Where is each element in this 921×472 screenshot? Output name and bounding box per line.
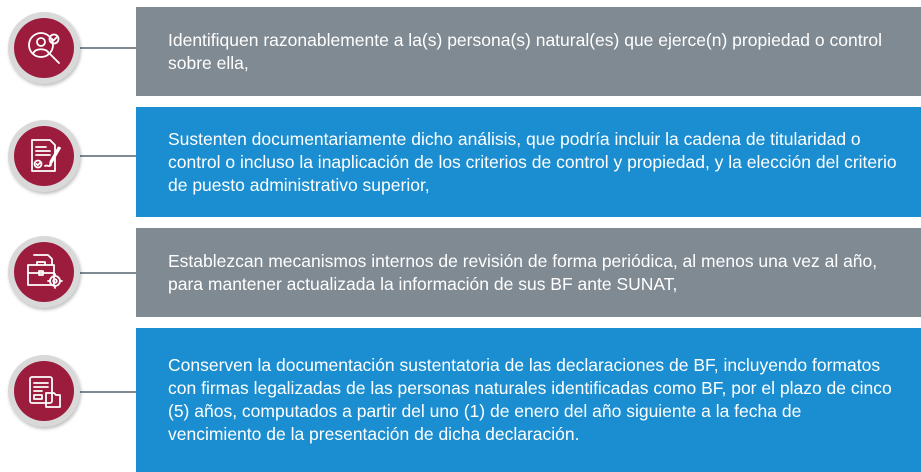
item-text: Establezcan mecanismos internos de revisión de forma periódica, al menos una vez al año, para mantener actualizada la información de sus BF ante SUNAT, <box>168 250 878 294</box>
item-bar <box>136 328 921 472</box>
icon-badge <box>8 355 80 427</box>
item-text: Conserven la documentación sustentatoria de las declaraciones de BF, incluyendo formatos con firmas legalizadas de las personas naturales identificadas como BF, por el plazo de cinco (5) años, computados a partir del uno (1) de enero del año siguiente a la fecha de vencimiento de la presentación de dicha declaración. <box>168 355 892 444</box>
list-item <box>0 0 921 96</box>
icon-badge <box>8 120 80 192</box>
icon-badge <box>8 236 80 308</box>
item-text: Identifiquen razonablemente a la(s) persona(s) natural(es) que ejerce(n) propiedad o control sobre ella, <box>168 29 883 73</box>
connector-line <box>78 272 136 274</box>
icon-badge <box>8 12 80 84</box>
connector-line <box>78 47 136 49</box>
list-item <box>0 107 921 217</box>
list-item <box>0 328 921 472</box>
item-bar <box>136 228 921 317</box>
document-folder-icon <box>24 371 64 411</box>
document-signature-icon <box>24 136 64 176</box>
connector-line <box>78 155 136 157</box>
item-bar <box>136 7 921 96</box>
item-text: Sustenten documentariamente dicho análisis, que podría incluir la cadena de titularidad o control o incluso la inaplicación de los criterios de control y propiedad, y la elección del criterio de puesto administrativo superior, <box>168 128 897 195</box>
item-bar <box>136 107 921 217</box>
person-search-icon <box>24 28 64 68</box>
briefcase-gear-icon <box>24 252 64 292</box>
list-item <box>0 228 921 317</box>
connector-line <box>78 391 136 393</box>
